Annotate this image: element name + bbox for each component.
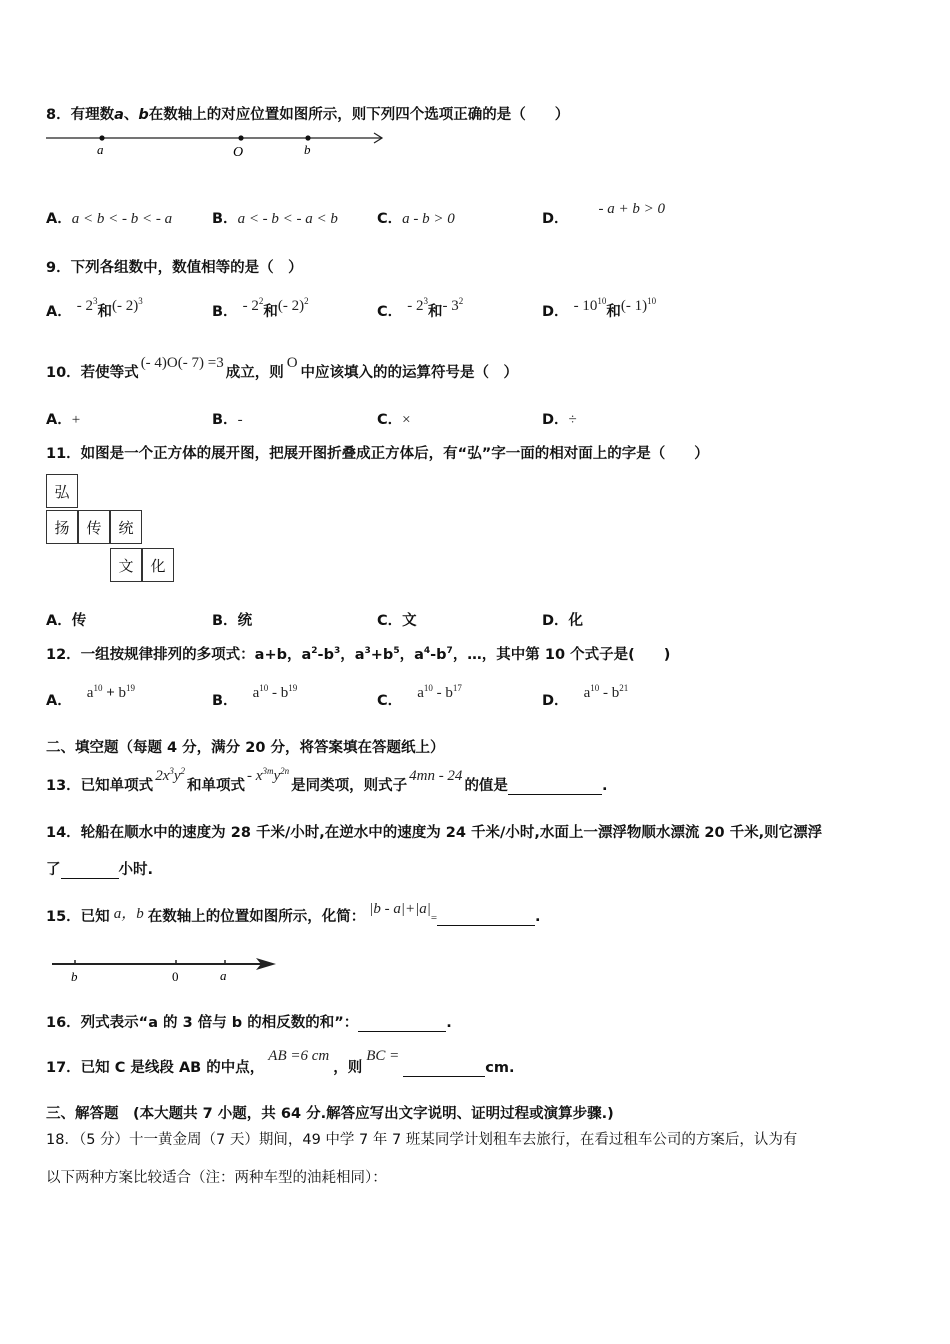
q8-option-c[interactable]: C．a - b > 0 <box>377 211 455 227</box>
q12-stem: 12．一组按规律排列的多项式：a+b，$a^2-b^3$，$a^3+b^5$，$a^4-b^7$，…，其中第 10 个式子是( ) <box>46 646 671 663</box>
q11-option-a[interactable]: A．传 <box>46 613 87 629</box>
q18-stem-line2: 以下两种方案比较适合（注：两种车型的油耗相同）： <box>46 1170 387 1186</box>
q11-stem: 11．如图是一个正方体的展开图，把展开图折叠成正方体后，有“弘”字一面的相对面上的字是（ ） <box>46 446 709 462</box>
q10-option-a[interactable]: A．+ <box>46 412 81 428</box>
label-a: a <box>220 968 227 983</box>
point-a <box>99 135 104 140</box>
q9-option-d[interactable]: D． - $10^{10}$和(- 1)$^{10}$ <box>542 296 657 320</box>
q8-number-line <box>44 128 389 160</box>
cube-face-4: 统 <box>110 510 142 544</box>
q16-stem: 16．列式表示“a 的 3 倍与 b 的相反数的和”： . <box>46 1015 452 1031</box>
q16-answer-blank[interactable] <box>358 1017 446 1032</box>
q18-stem-line1: 18．（5 分）十一黄金周（7 天）期间，49 中学 7 年 7 班某同学计划租车去旅行，在看过租车公司的方案后，认为有 <box>46 1132 798 1148</box>
cube-face-1: 弘 <box>46 474 78 508</box>
q10-option-c[interactable]: C．× <box>377 412 411 428</box>
q12-option-c[interactable]: C． $a^{10} - b^{17}$ <box>377 683 462 709</box>
q11-option-b[interactable]: B．统 <box>212 613 253 629</box>
q14-answer-blank[interactable] <box>61 864 119 879</box>
cube-face-2: 扬 <box>46 510 78 544</box>
q17-stem: 17．已知 C 是线段 AB 的中点，AB =6 cm，则BC =cm. <box>46 1048 515 1076</box>
q15-answer-blank[interactable] <box>437 911 535 926</box>
q8-option-d[interactable]: D．- a + b > 0 <box>542 201 666 227</box>
q13-answer-blank[interactable] <box>508 780 602 795</box>
cube-face-5: 文 <box>110 548 142 582</box>
section-2-title: 二、填空题（每题 4 分，满分 20 分，将答案填在答题纸上） <box>46 740 445 756</box>
label-zero: 0 <box>172 969 179 984</box>
q12-option-d[interactable]: D． $a^{10} - b^{21}$ <box>542 683 629 709</box>
label-a: a <box>97 142 104 157</box>
q10-option-b[interactable]: B．- <box>212 412 243 428</box>
q9-stem: 9．下列各组数中，数值相等的是（ ） <box>46 260 303 276</box>
label-origin: O <box>233 145 244 160</box>
label-b: b <box>71 969 78 984</box>
q8-option-b[interactable]: B．a < - b < - a < b <box>212 211 338 227</box>
section-3-title: 三、解答题 (本大题共 7 小题，共 64 分.解答应写出文字说明、证明过程或演算步骤.) <box>46 1106 614 1122</box>
q8-stem: 8．有理数a、b在数轴上的对应位置如图所示，则下列四个选项正确的是（ ） <box>46 107 570 123</box>
q15-number-line <box>50 952 280 984</box>
q14-stem-line2: 了 小时. <box>46 862 154 878</box>
q12-option-a[interactable]: A． $a^{10} + b^{19}$ <box>46 683 136 709</box>
q14-stem-line1: 14．轮船在顺水中的速度为 28 千米/小时,在逆水中的速度为 24 千米/小时,水面上一漂浮物顺水漂流 20 千米,则它漂浮 <box>46 825 823 841</box>
cube-face-3: 传 <box>78 510 110 544</box>
point-origin <box>238 135 243 140</box>
q15-stem: 15．已知 a，b 在数轴上的位置如图所示，化简： |b - a|+|a|= . <box>46 901 541 925</box>
point-b <box>305 135 310 140</box>
q17-answer-blank[interactable] <box>403 1062 485 1077</box>
q9-option-c[interactable]: C． - $2^3$和- $3^2$ <box>377 296 464 320</box>
q10-option-d[interactable]: D．÷ <box>542 412 577 428</box>
q11-option-c[interactable]: C．文 <box>377 613 417 629</box>
q8-option-a[interactable]: A．a < b < - b < - a <box>46 211 173 227</box>
q9-option-b[interactable]: B． - $2^2$和(- 2)$^2$ <box>212 296 309 320</box>
q11-option-d[interactable]: D．化 <box>542 613 584 629</box>
cube-face-6: 化 <box>142 548 174 582</box>
q13-stem: 13．已知单项式$2x^3y^2$和单项式- $x^{3m}y^{2n}$是同类项，则式子4mn - 24的值是 . <box>46 766 608 794</box>
label-b: b <box>304 142 311 157</box>
q10-stem: 10．若使等式(- 4)O(- 7) =3成立，则O中应该填入的的运算符号是（ ） <box>46 355 519 381</box>
q9-option-a[interactable]: A． - $2^3$和(- 2)$^3$ <box>46 296 143 320</box>
q12-option-b[interactable]: B． $a^{10} - b^{19}$ <box>212 683 298 709</box>
